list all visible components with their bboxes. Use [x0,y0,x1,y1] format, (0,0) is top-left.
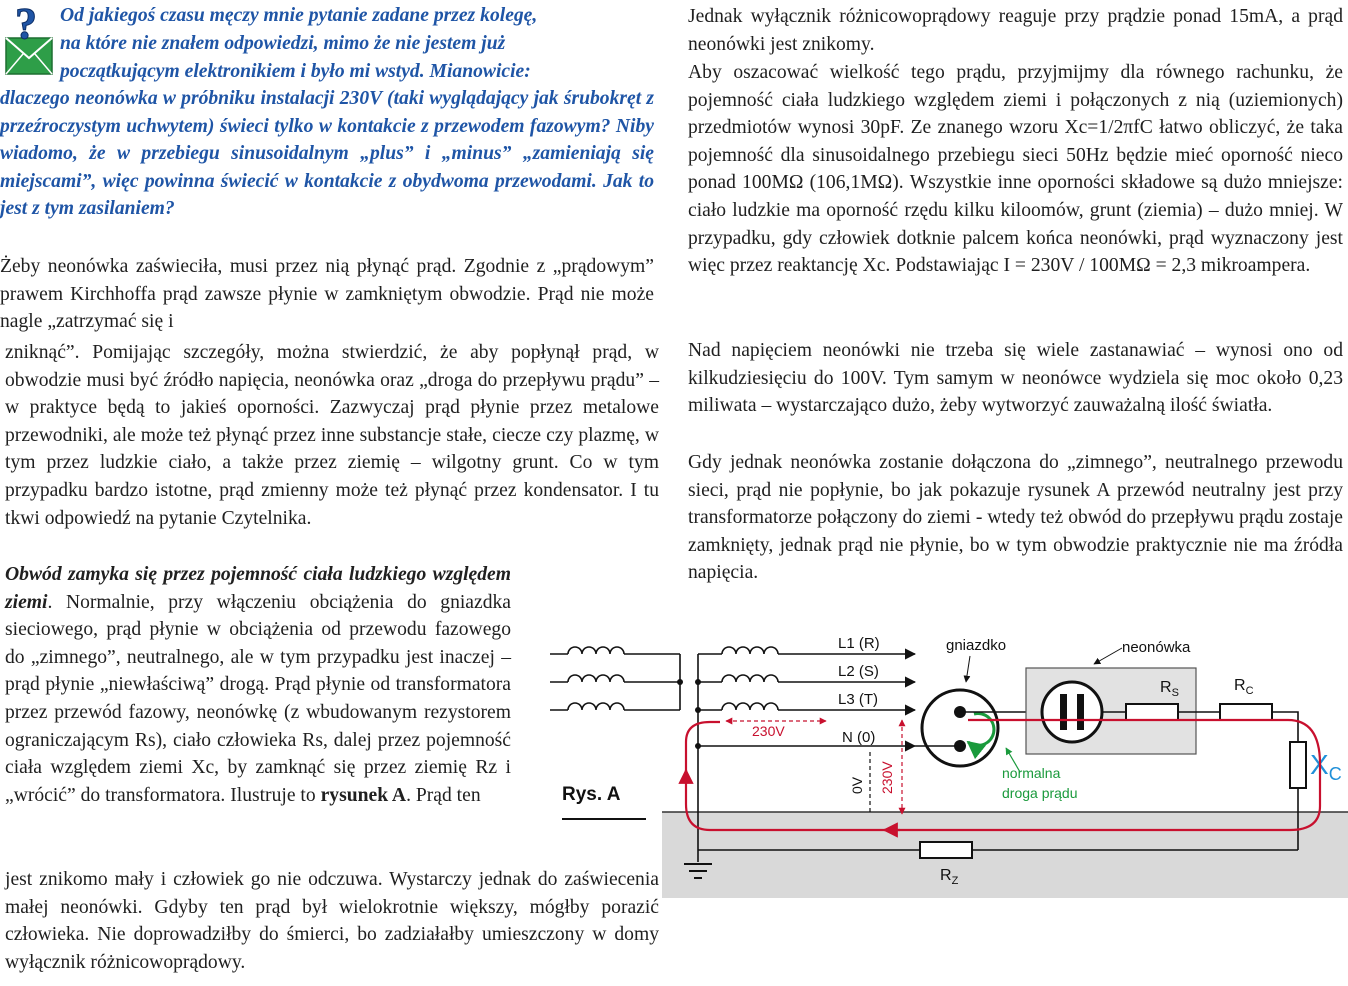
socket-outlet [922,690,998,766]
resistor-rs [1126,704,1178,720]
right-paragraph-2: Aby oszacować wielkość tego prądu, przyjmijmy dla równego rachunku, że pojemność ciała ludzkiego względem ziemi i połączonych z nią (uziemionych) przedmiotów wynosi 30pF. Ze znanego wzoru Xc=1/2πfC łatwo obliczyć, że taka pojemność dla sinusoidalnego przebiegu sieci 50Hz będzie mieć oporność nieco ponad 100MΩ (106,1MΩ). Wszystkie inne oporności składowe są dużo mniejsze: ciało ludzkie ma oporność rzędu kilku kiloomów, grunt (ziemia) – dużo mniej. W przypadku, gdy człowiek dotknie palcem końca neonówki, prąd wyznaczony jest więc przez reaktancję Xc. Podstawiając I = 230V / 100MΩ = 2,3 mikroampera. [688,62,1343,277]
figure-title: Rys. A [562,784,621,805]
resistor-rc [1220,704,1272,720]
figure-reference: rysunek A [320,784,407,806]
question-envelope-icon [2,2,56,78]
label-l2: L2 (S) [838,663,879,680]
question-line-3: początkującym elektronikiem i było mi wstyd. Mianowicie: [60,61,531,82]
question-line-1: Od jakiegoś czasu męczy mnie pytanie zadane przez kolegę, [60,5,538,26]
label-rs: $R_S$ [1160,679,1179,699]
left-paragraph-3 [5,561,511,809]
label-l1: L1 (R) [838,635,880,652]
right-paragraph-1: Jednak wyłącznik różnicowoprądowy reaguje przy prądzie ponad 15mA, a prąd neonówki jest znikomy. [688,6,1343,55]
resistor-rz [920,842,972,858]
label-230v-vertical: 230V [879,761,895,794]
figure-title-underline [562,818,646,820]
left-paragraph-1: Żeby neonówka zaświeciła, musi przez nią płynąć prąd. Zgodnie z „prądowym” prawem Kirchhoffa prąd zawsze płynie w zamkniętym obwodzie. Prąd nie może nagle „zatrzymać się i [0,256,654,333]
capacitive-reactance-xc [1290,742,1306,788]
figure-a [540,624,1348,914]
label-n: N (0) [842,729,876,746]
left-paragraph-4: jest znikomo mały i człowiek go nie odczuwa. Wystarczy jednak do zaświecenia małej neonówki. Gdyby ten prąd był wielokrotnie większy, mógłby porazić człowieka. Nie doprowadziłby do śmierci, bo zadziałałby umieszczony w domy wyłącznik różnicowoprądowy. [5,869,659,973]
label-l3: L3 (T) [838,691,879,708]
label-normal-path-1: normalna [1002,765,1061,781]
label-rc: $R_C$ [1234,677,1254,697]
left-paragraph-3-text: . Normalnie, przy włączeniu obciążenia do gniazdka sieciowego, prąd płynie w obciążenia od przewodu fazowego do „zimnego”, neutralnego, ale w tym przypadku jest inaczej – prąd płynie „niewłaściwą” drogą. Prąd płynie od transformatora przez przewód fazowy, neonówkę (z wbudowanym rezystorem ograniczającym Rs), ciało człowieka Rs, dalej przez pojemność ciała względem ziemi Xc, by zamknąć się przez ziemię Rz i „wrócić” do transformatora. Ilustruje to [5,591,511,806]
left-paragraph-3-end: . Prąd ten [406,784,481,806]
right-paragraph-3: Nad napięciem neonówki nie trzeba się wiele zastanawiać – wynosi ono od kilkudziesięciu do 100V. Tym samym w neonówce wydziela się moc około 0,23 miliwata – wystarczająco dużo, żeby wytworzyć zauważalną ilość światła. [688,340,1343,417]
right-paragraph-4: Gdy jednak neonówka zostanie dołączona do „zimnego”, neutralnego przewodu sieci, prąd nie popłynie, bo jak pokazuje rysunek A przewód neutralny jest przy transformatorze połączony do ziemi - wtedy też obwód do przepływu prądu zostaje zamknięty, jednak prąd nie płynie, bo w tym obwodzie praktycznie nie ma źródła napięcia. [688,452,1343,584]
transformer-primary [550,647,680,710]
label-rz: $R_Z$ [940,867,959,887]
ground-area [662,812,1348,898]
label-neon: neonówka [1122,639,1191,656]
question-line-2: na które nie znałem odpowiedzi, mimo że nie jestem już [60,33,506,54]
left-paragraph-2: zniknąć”. Pomijając szczegóły, można stwierdzić, że aby popłynął prąd, w obwodzie musi być źródło napięcia, neonówka oraz „droga do przepływu prądu” – w praktyce będą to jakieś oporności. Zazwyczaj prąd płynie przez metalowe przewodniki, ale może też płynąć przez inne substancje stałe, ciecze czy plazmę, w tym przez ludzkie ciało, a także przez ziemię – wilgotny grunt. Co w tym przypadku bardzo istotne, prąd zmienny może też płynąć przez kondensator. I tu tkwi odpowiedź na pytanie Czytelnika. [5,342,659,529]
question-body: dlaczego neonówka w próbniku instalacji 230V (taki wyglądający jak śrubokręt z przeźroczystym uchwytem) świeci tylko w kontakcie z przewodem fazowym? Niby wiadomo, że w przebiegu sinusoidalnym „plus” i „minus” „zamieniają się miejscami”, więc powinna świecić w kontakcie z obydwoma przewodami. Jak to jest z tym zasilaniem? [0,88,654,219]
label-normal-path-2: droga prądu [1002,785,1078,801]
label-socket: gniazdko [946,637,1007,654]
svg-text:?: ? [15,2,37,48]
label-xc: $X_C$ [1310,749,1342,784]
left-paragraph-3-emphasis: Obwód zamyka się przez pojemność ciała ludzkiego względem ziemi [5,564,511,613]
neon-lamp-icon [1042,682,1102,742]
label-230v-horizontal: 230V [752,723,785,739]
label-0v: 0V [849,776,865,794]
circuit-diagram [540,624,1348,914]
